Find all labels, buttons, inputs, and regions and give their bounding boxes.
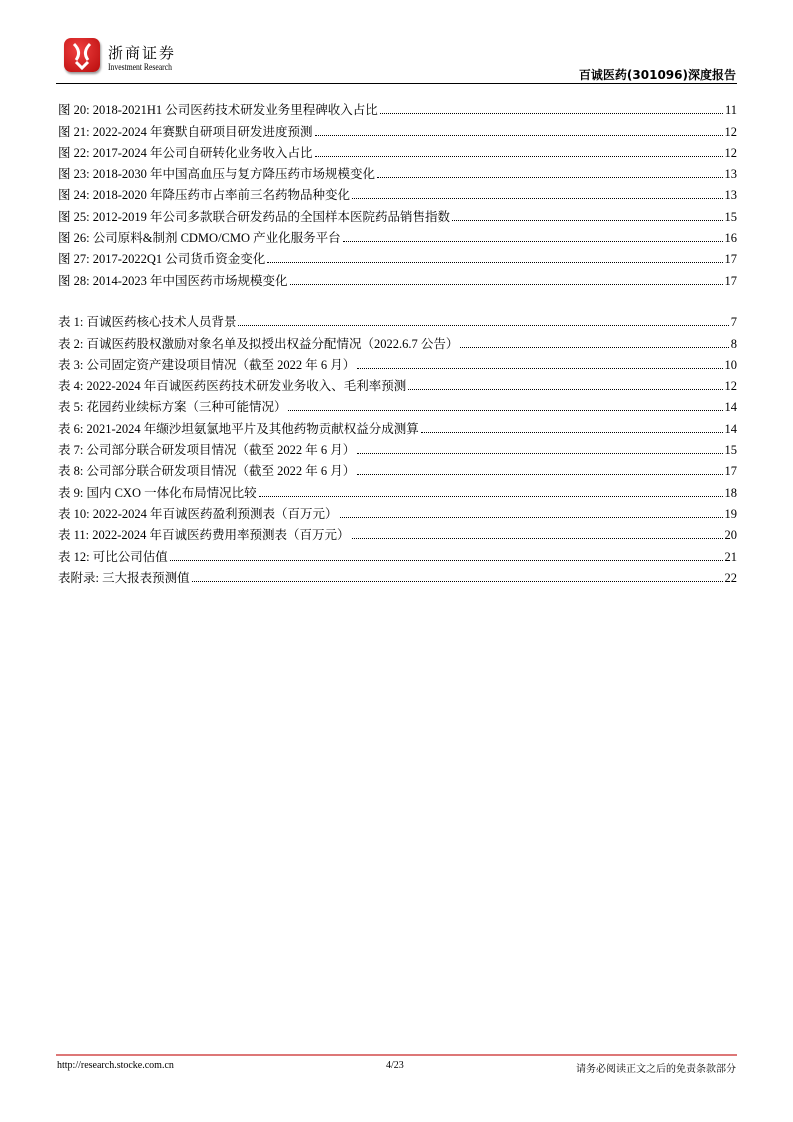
toc-entry-label: 图 26: 公司原料&制剂 CDMO/CMO 产业化服务平台: [58, 231, 341, 246]
header-divider: [56, 83, 737, 84]
toc-entry[interactable]: [58, 352, 737, 373]
toc-entry-label: 表 4: 2022-2024 年百诚医药医药技术研发业务收入、毛利率预测: [58, 379, 407, 394]
toc-entry-label: 表 8: 公司部分联合研发项目情况（截至 2022 年 6 月）: [58, 464, 356, 479]
toc-entry-page: 14: [724, 400, 737, 415]
dot-leader: [170, 559, 723, 561]
toc-entry-page: 14: [724, 421, 737, 436]
toc-entry-page: 17: [724, 273, 737, 288]
toc-entry[interactable]: [58, 182, 737, 203]
dot-leader: [290, 283, 723, 285]
toc-entry-page: 16: [724, 231, 737, 246]
footer-url[interactable]: http://research.stocke.com.cn: [57, 1060, 174, 1071]
dot-leader: [267, 261, 722, 263]
toc-entry[interactable]: [58, 309, 737, 330]
toc-entry-page: 20: [724, 528, 737, 543]
toc-entry[interactable]: [58, 203, 737, 224]
table-list: [58, 309, 737, 586]
toc-entry-page: 17: [724, 464, 737, 479]
figure-list: [58, 97, 737, 289]
toc-entry-label: 图 24: 2018-2020 年降压药市占率前三名药物品种变化: [58, 188, 351, 203]
dot-leader: [343, 240, 723, 242]
toc-entry[interactable]: [58, 140, 737, 161]
toc-entry[interactable]: [58, 118, 737, 139]
toc-entry[interactable]: [58, 479, 737, 500]
toc-entry-label: 图 28: 2014-2023 年中国医药市场规模变化: [58, 273, 288, 288]
dot-leader: [408, 388, 722, 390]
toc-entry-page: 10: [724, 357, 737, 372]
toc-entry-page: 21: [724, 549, 737, 564]
toc-entry[interactable]: [58, 97, 737, 118]
toc-entry[interactable]: [58, 565, 737, 586]
toc-entry-page: 12: [724, 145, 737, 160]
toc-entry-page: 19: [724, 506, 737, 521]
page-number: 4/23: [386, 1060, 404, 1071]
toc-entry-label: 图 23: 2018-2030 年中国高血压与复方降压药市场规模变化: [58, 167, 376, 182]
toc-entry-page: 13: [724, 188, 737, 203]
toc-entry-page: 18: [724, 485, 737, 500]
toc-entry-page: 12: [724, 124, 737, 139]
toc-entry[interactable]: [58, 394, 737, 415]
toc-entry-label: 表 5: 花园药业续标方案（三种可能情况）: [58, 400, 287, 415]
dot-leader: [288, 409, 722, 411]
toc-entry-page: 17: [724, 252, 737, 267]
toc-entry-label: 表 2: 百诚医药股权激励对象名单及拟授出权益分配情况（2022.6.7 公告）: [58, 336, 459, 351]
toc-entry-page: 12: [724, 379, 737, 394]
dot-leader: [357, 452, 722, 454]
toc-entry-page: 8: [730, 336, 737, 351]
toc-entry[interactable]: [58, 161, 737, 182]
toc-entry[interactable]: [58, 458, 737, 479]
toc-entry[interactable]: [58, 246, 737, 267]
dot-leader: [352, 537, 723, 539]
dot-leader: [460, 346, 728, 348]
toc-entry-label: 图 25: 2012-2019 年公司多款联合研发药品的全国样本医院药品销售指数: [58, 209, 451, 224]
toc-entry-label: 图 21: 2022-2024 年赛默自研项目研发进度预测: [58, 124, 313, 139]
brand-name-en: Investment Research: [108, 62, 172, 72]
toc-entry-label: 表 9: 国内 CXO 一体化布局情况比较: [58, 485, 257, 500]
dot-leader: [452, 219, 722, 221]
footer-divider: [56, 1054, 737, 1056]
dot-leader: [352, 197, 722, 199]
toc-entry-label: 表 7: 公司部分联合研发项目情况（截至 2022 年 6 月）: [58, 443, 356, 458]
toc-entry[interactable]: [58, 437, 737, 458]
toc-entry-label: 图 22: 2017-2024 年公司自研转化业务收入占比: [58, 145, 313, 160]
brand-name-cn: 浙商证券: [108, 44, 177, 62]
toc-entry-label: 表 12: 可比公司估值: [58, 549, 168, 564]
company-logo-icon: [64, 38, 100, 72]
dot-leader: [421, 431, 723, 433]
toc-entry[interactable]: [58, 330, 737, 351]
report-title: 百诚医药(301096)深度报告: [578, 68, 736, 82]
toc-entry-label: 图 20: 2018-2021H1 公司医药技术研发业务里程碑收入占比: [58, 103, 378, 118]
toc-entry[interactable]: [58, 501, 737, 522]
toc-entry-label: 表 3: 公司固定资产建设项目情况（截至 2022 年 6 月）: [58, 357, 356, 372]
toc-entry-label: 表附录: 三大报表预测值: [58, 570, 190, 585]
toc-entry[interactable]: [58, 225, 737, 246]
dot-leader: [238, 324, 728, 326]
dot-leader: [259, 495, 723, 497]
dot-leader: [340, 516, 723, 518]
toc-entry[interactable]: [58, 415, 737, 436]
dot-leader: [357, 367, 722, 369]
toc-entry-label: 表 10: 2022-2024 年百诚医药盈利预测表（百万元）: [58, 506, 338, 521]
toc-entry[interactable]: [58, 267, 737, 288]
dot-leader: [315, 155, 723, 157]
toc-entry[interactable]: [58, 543, 737, 564]
dot-leader: [357, 473, 722, 475]
toc-entry-page: 15: [724, 443, 737, 458]
toc-entry-label: 表 1: 百诚医药核心技术人员背景: [58, 315, 237, 330]
toc-entry[interactable]: [58, 522, 737, 543]
toc-entry-label: 表 6: 2021-2024 年缬沙坦氨氯地平片及其他药物贡献权益分成测算: [58, 421, 419, 436]
footer-disclaimer: 请务必阅读正文之后的免责条款部分: [576, 1064, 736, 1075]
toc-entry-label: 表 11: 2022-2024 年百诚医药费用率预测表（百万元）: [58, 528, 350, 543]
toc-entry-page: 22: [724, 570, 737, 585]
toc-entry-page: 15: [724, 209, 737, 224]
toc-entry-label: 图 27: 2017-2022Q1 公司货币资金变化: [58, 252, 266, 267]
dot-leader: [377, 176, 722, 178]
dot-leader: [315, 134, 723, 136]
toc-entry-page: 11: [724, 103, 737, 118]
toc-entry-page: 7: [730, 315, 737, 330]
dot-leader: [380, 112, 723, 114]
toc-entry-page: 13: [724, 167, 737, 182]
toc-entry[interactable]: [58, 373, 737, 394]
dot-leader: [192, 580, 723, 582]
